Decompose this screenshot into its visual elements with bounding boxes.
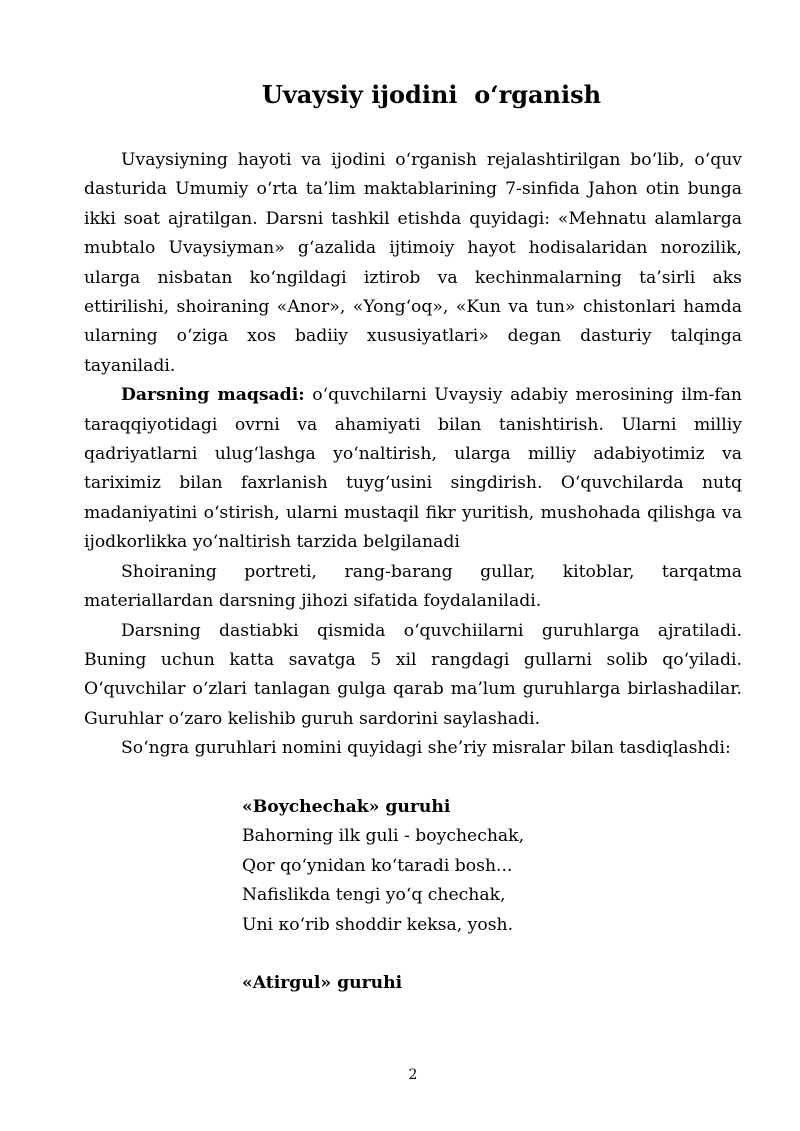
paragraph-goal-lead: Darsning maqsadi: xyxy=(121,385,305,406)
poem-line: Bahorning ilk guli - boychechak, xyxy=(242,826,525,847)
poem-line: Nafislikda tengi yo‘q chechak, xyxy=(242,885,506,906)
stanza-gap xyxy=(242,940,742,969)
paragraph-verses-intro-text: So‘ngra guruhlari nomini quyidagi she’riy misralar bilan tasdiqlashdi: xyxy=(121,738,731,759)
paragraph-verses-intro xyxy=(84,734,742,763)
paragraph-equipment xyxy=(84,558,742,617)
document-page xyxy=(84,0,742,1131)
page-number: 2 xyxy=(408,1067,418,1083)
poem-group-heading: «Boychechak» guruhi xyxy=(242,796,451,817)
poem-group-heading: «Atirgul» guruhi xyxy=(242,973,403,994)
page-title: Uvaysiy ijodini o‘rganish xyxy=(261,80,602,109)
document-body xyxy=(84,146,742,999)
paragraph-equipment-text: Shoiraning portreti, rang-barang gullar, kitoblar, tarqatma materiallardan darsning jihozi sifatida foydalaniladi. xyxy=(84,561,742,612)
poem-line: Uni кo‘rib shoddir keksa, yosh. xyxy=(242,914,514,935)
paragraph-goal-text: o‘quvchilarni Uvaysiy adabiy merosining ilm-fan taraqqiyotidagi ovrni va ahamiyati bilan tanishtirish. Ularni milliy qadriyatlarni ulug‘lashga yo‘naltirish, ularga milliy adabiyotimiz va tariximiz bilan faxrlanish tuyg‘usini singdirish. O‘quvchilarda nutq madaniyatini o‘stirish, ularni mustaqil fikr yuritish, mushohada qilishga va ijodkorlikka yo‘naltirish tarzida belgilanadi xyxy=(84,385,743,553)
paragraph-intro-text: Uvaysiyning hayoti va ijodini o‘rganish rejalashtirilgan bo‘lib, o‘quv dasturida Umumiy o‘rta ta’lim maktablarining 7-sinfida Jahon otin bunga ikki soat ajratilgan. Darsni tashkil etishda quyidagi: «Mehnatu alamlarga mubtalo Uvaysiyman» g‘azalida ijtimoiy hayot hodisalaridan norozilik, ularga nisbatan ko‘ngildagi iztirob va kechinmalarning ta’sirli aks ettirilishi, shoiraning «Anor», «Yong‘oq», «Kun va tun» chistonlari hamda ularning o‘ziga xos badiiy xususiyatlari» degan dasturiy talqinga tayaniladi. xyxy=(84,150,742,376)
paragraph-goal xyxy=(84,381,742,557)
poem-block xyxy=(242,793,742,999)
paragraph-groups-text: Darsning dastiabki qismida o‘quvchiilarni guruhlarga ajratiladi. Buning uchun katta savatga 5 xil rangdagi gullarni solib qo‘yiladi. O‘quvchilar o‘zlari tanlagan gulga qarab ma’lum guruhlarga birlashadilar. Guruhlar o‘zaro kelishib guruh sardorini saylashadi. xyxy=(84,620,742,729)
paragraph-groups xyxy=(84,617,742,735)
poem-line: Qor qo‘ynidan ko‘taradi bosh... xyxy=(242,855,513,876)
paragraph-intro xyxy=(84,146,742,381)
